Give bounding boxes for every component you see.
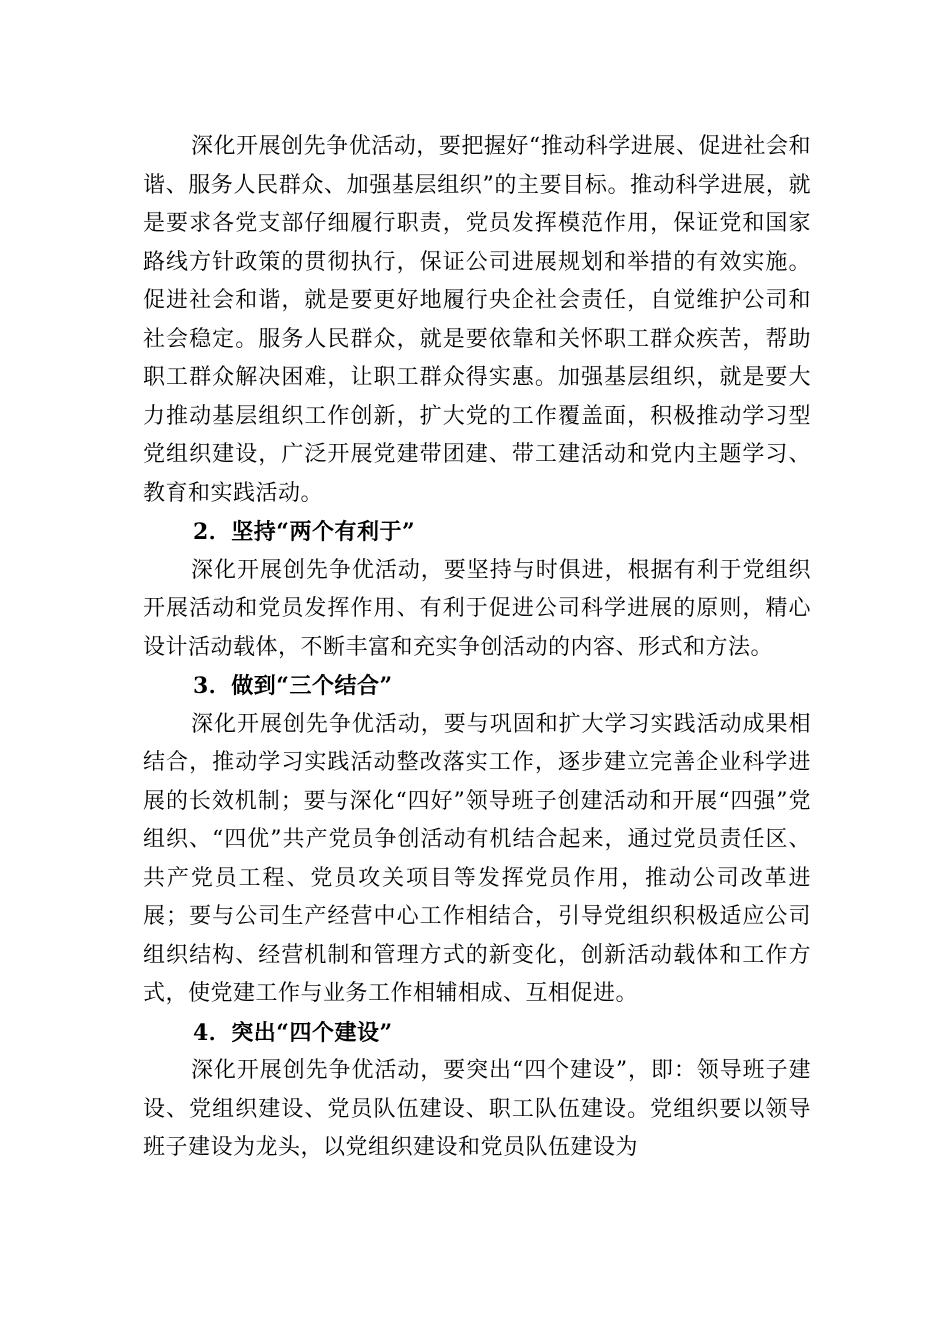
document-body	[143, 128, 811, 1168]
heading-three-combinations: 3．做到“三个结合”	[193, 673, 393, 699]
paragraph-goals: 深化开展创先争优活动，要把握好“推动科学进展、促进社会和谐、服务人民群众、加强基层组织”的主要目标。推动科学进展，就是要求各党支部仔细履行职责，党员发挥模范作用，保证党和国家路线方针政策的贯彻执行，保证公司进展规划和举措的有效实施。促进社会和谐，就是要更好地履行央企社会责任，自觉维护公司和社会稳定。服务人民群众，就是要依靠和关怀职工群众疾苦，帮助职工群众解决困难，让职工群众得实惠。加强基层组织，就是要大力推动基层组织工作创新，扩大党的工作覆盖面，积极推动学习型党组织建设，广泛开展党建带团建、带工建活动和党内主题学习、教育和实践活动。	[143, 134, 811, 506]
heading-two-benefits: 2．坚持“两个有利于”	[193, 519, 416, 545]
paragraph-benefits: 深化开展创先争优活动，要坚持与时俱进，根据有利于党组织开展活动和党员发挥作用、有利于促进公司科学进展的原则，精心设计活动载体，不断丰富和充实争创活动的内容、形式和方法。	[143, 557, 811, 660]
heading-four-constructions: 4．突出“四个建设”	[193, 1019, 393, 1046]
paragraph-combinations: 深化开展创先争优活动，要与巩固和扩大学习实践活动成果相结合，推动学习实践活动整改落实工作，逐步建立完善企业科学进展的长效机制；要与深化“四好”领导班子创建活动和开展“四强”党组织、“四优”共产党员争创活动有机结合起来，通过党员责任区、共产党员工程、党员攻关项目等发挥党员作用，推动公司改革进展；要与公司生产经营中心工作相结合，引导党组织积极适应公司组织结构、经营机制和管理方式的新变化，创新活动载体和工作方式，使党建工作与业务工作相辅相成、互相促进。	[143, 711, 811, 1006]
paragraph-constructions: 深化开展创先争优活动，要突出“四个建设”，即：领导班子建设、党组织建设、党员队伍建设、职工队伍建设。党组织要以领导班子建设为龙头，以党组织建设和党员队伍建设为	[143, 1058, 811, 1160]
